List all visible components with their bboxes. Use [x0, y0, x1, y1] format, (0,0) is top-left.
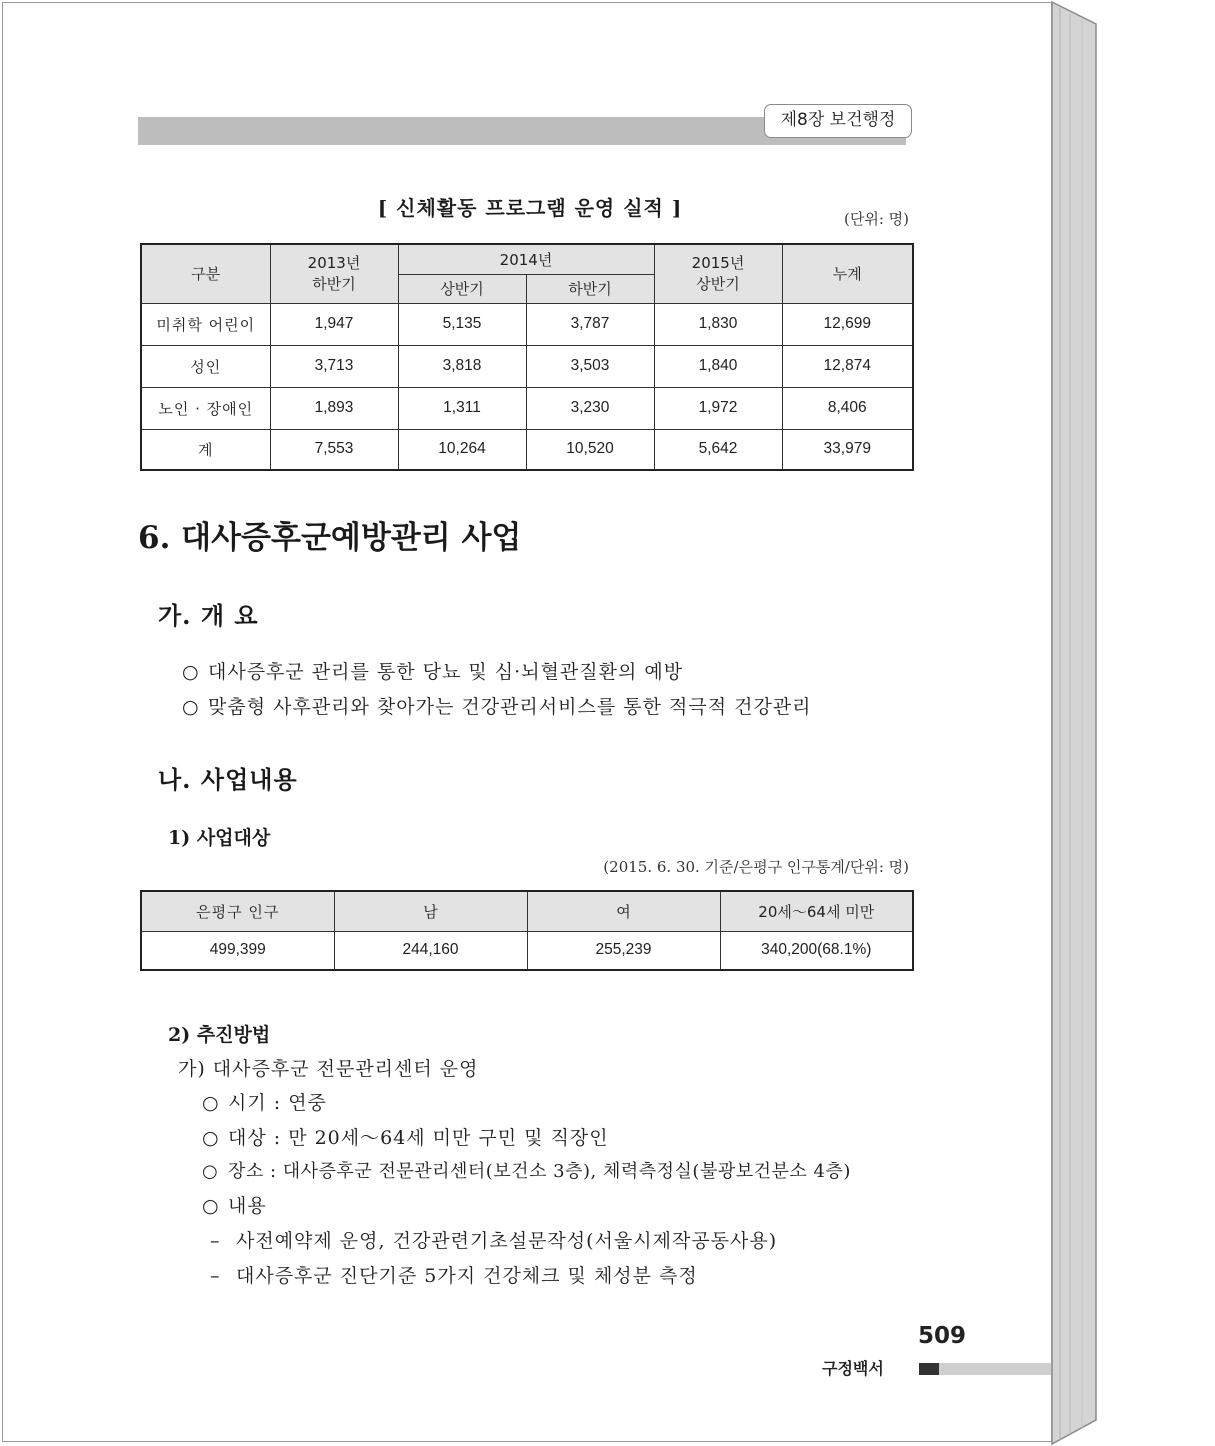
cell-value: 12,874	[782, 345, 913, 387]
bullet-icon: ○	[202, 1092, 220, 1114]
header-population: 은평구 인구	[141, 891, 334, 931]
cell-value: 10,520	[526, 429, 654, 470]
header-age-range: 20세～64세 미만	[720, 891, 913, 931]
cell-value: 1,893	[270, 387, 398, 429]
list-item: ○ 대상 : 만 20세～64세 미만 구민 및 직장인	[202, 1127, 609, 1149]
book-title: 구정백서	[822, 1359, 884, 1378]
table-row-total	[141, 429, 913, 470]
cell-value: 33,979	[782, 429, 913, 470]
cell-value: 499,399	[141, 931, 334, 970]
bullet-icon: ○	[182, 661, 200, 683]
cell-value: 3,230	[526, 387, 654, 429]
overview-title: 가. 개 요	[158, 601, 259, 630]
header-2014-h2: 하반기	[526, 274, 654, 303]
cell-value: 340,200(68.1%)	[720, 931, 913, 970]
dash-icon: –	[210, 1230, 221, 1252]
sub-list-item: – 사전예약제 운영, 건강관련기초설문작성(서울시제작공동사용)	[210, 1230, 778, 1252]
list-item: ○ 내용	[202, 1195, 267, 1217]
method-subtitle: 가) 대사증후군 전문관리센터 운영	[178, 1058, 479, 1080]
cell-value: 1,840	[654, 345, 782, 387]
unit-note: (단위: 명)	[844, 210, 909, 228]
header-2015: 2015년 상반기	[654, 244, 782, 303]
method-title: 2) 추진방법	[168, 1024, 271, 1046]
target-title: 1) 사업대상	[168, 827, 271, 849]
list-item: ○ 장소 : 대사증후군 전문관리센터(보건소 3층), 체력측정실(불광보건분소 4층)	[202, 1161, 851, 1182]
cell-value: 1,311	[398, 387, 526, 429]
cell-value: 1,947	[270, 303, 398, 345]
cell-value: 1,972	[654, 387, 782, 429]
footer-mark	[919, 1363, 939, 1375]
bullet-icon: ○	[202, 1161, 219, 1182]
cell-value: 3,503	[526, 345, 654, 387]
cell-value: 3,713	[270, 345, 398, 387]
table-title: [ 신체활동 프로그램 운영 실적 ]	[377, 196, 683, 220]
cell-value: 3,787	[526, 303, 654, 345]
chapter-label: 제8장 보건행정	[764, 104, 912, 138]
cell-value: 7,553	[270, 429, 398, 470]
business-title: 나. 사업내용	[158, 765, 298, 794]
cell-value: 5,642	[654, 429, 782, 470]
table-row	[141, 931, 913, 970]
population-note: (2015. 6. 30. 기준/은평구 인구통계/단위: 명)	[603, 858, 909, 876]
list-item	[182, 657, 683, 684]
bullet-icon: ○	[202, 1195, 220, 1217]
list-item	[182, 692, 812, 719]
header-female: 여	[527, 891, 720, 931]
table-row	[141, 303, 913, 345]
header-male: 남	[334, 891, 527, 931]
footer-bar	[939, 1363, 1051, 1375]
cell-value: 5,135	[398, 303, 526, 345]
page-number: 509	[918, 1323, 967, 1349]
row-label: 노인 · 장애인	[141, 387, 270, 429]
bullet-icon: ○	[182, 696, 200, 718]
header-2013: 2013년 하반기	[270, 244, 398, 303]
section-title: 6. 대사증후군예방관리 사업	[138, 520, 522, 556]
sub-list-item: – 대사증후군 진단기준 5가지 건강체크 및 체성분 측정	[210, 1265, 698, 1287]
table-row	[141, 387, 913, 429]
row-label: 미취학 어린이	[141, 303, 270, 345]
header-2014: 2014년	[398, 244, 654, 274]
list-item: ○ 시기 : 연중	[202, 1092, 327, 1114]
activity-results-table	[140, 243, 914, 471]
cell-value: 3,818	[398, 345, 526, 387]
bullet-icon: ○	[202, 1127, 220, 1149]
row-label: 성인	[141, 345, 270, 387]
cell-value: 1,830	[654, 303, 782, 345]
population-table	[140, 890, 914, 971]
row-label: 계	[141, 429, 270, 470]
dash-icon: –	[210, 1265, 221, 1287]
cell-value: 8,406	[782, 387, 913, 429]
header-2014-h1: 상반기	[398, 274, 526, 303]
header-category: 구분	[141, 244, 270, 303]
overview-item: 맞춤형 사후관리와 찾아가는 건강관리서비스를 통한 적극적 건강관리	[208, 696, 812, 718]
header-total: 누계	[782, 244, 913, 303]
table-row	[141, 345, 913, 387]
overview-item: 대사증후군 관리를 통한 당뇨 및 심·뇌혈관질환의 예방	[208, 661, 684, 683]
cell-value: 12,699	[782, 303, 913, 345]
cell-value: 244,160	[334, 931, 527, 970]
cell-value: 10,264	[398, 429, 526, 470]
cell-value: 255,239	[527, 931, 720, 970]
